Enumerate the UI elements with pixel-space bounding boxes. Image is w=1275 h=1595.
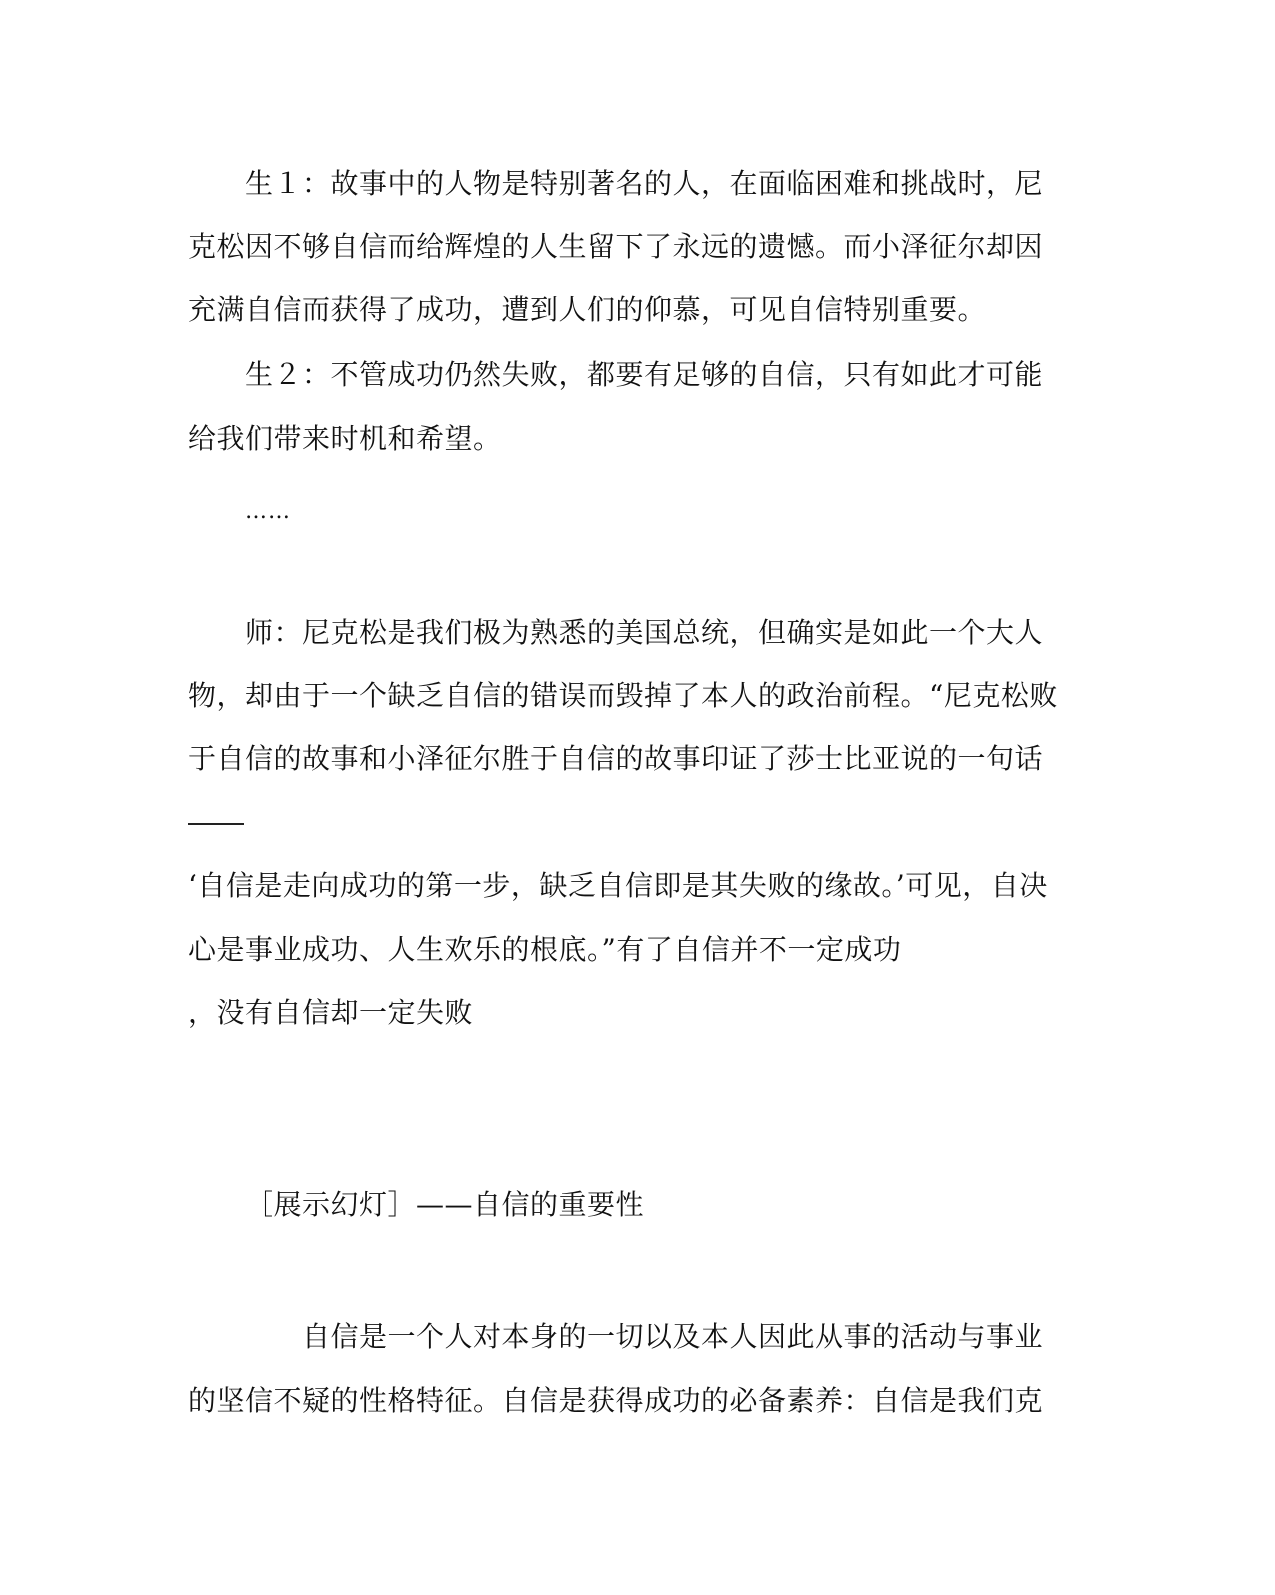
paragraph-line: ，没有自信却一定失败	[188, 996, 474, 1029]
section-heading: ［展示幻灯］——自信的重要性	[245, 1188, 645, 1221]
paragraph-line: 心是事业成功、人生欢乐的根底。”有了自信并不一定成功	[188, 933, 902, 966]
paragraph-line: 自信是一个人对本身的一切以及本人因此从事的活动与事业	[302, 1320, 1044, 1353]
paragraph-line: 物，却由于一个缺乏自信的错误而毁掉了本人的政治前程。“尼克松败	[188, 679, 1058, 712]
paragraph-line: 克松因不够自信而给辉煌的人生留下了永远的遗憾。而小泽征尔却因	[188, 230, 1044, 263]
paragraph-line: 生２：不管成功仍然失败，都要有足够的自信，只有如此才可能	[245, 358, 1044, 391]
paragraph-line: 师：尼克松是我们极为熟悉的美国总统，但确实是如此一个大人	[245, 616, 1044, 649]
ellipsis-text: ……	[245, 499, 291, 524]
paragraph-line: 充满自信而获得了成功，遭到人们的仰慕，可见自信特别重要。	[188, 293, 987, 326]
dash-divider	[188, 823, 244, 825]
paragraph-line: 于自信的故事和小泽征尔胜于自信的故事印证了莎士比亚说的一句话	[188, 742, 1044, 775]
paragraph-line: 的坚信不疑的性格特征。自信是获得成功的必备素养：自信是我们克	[188, 1384, 1044, 1417]
paragraph-line: 生１：故事中的人物是特别著名的人，在面临困难和挑战时，尼	[245, 167, 1044, 200]
paragraph-line: 给我们带来时机和希望。	[188, 422, 502, 455]
paragraph-line: ‘自信是走向成功的第一步，缺乏自信即是其失败的缘故。’可见，自决	[188, 869, 1048, 902]
